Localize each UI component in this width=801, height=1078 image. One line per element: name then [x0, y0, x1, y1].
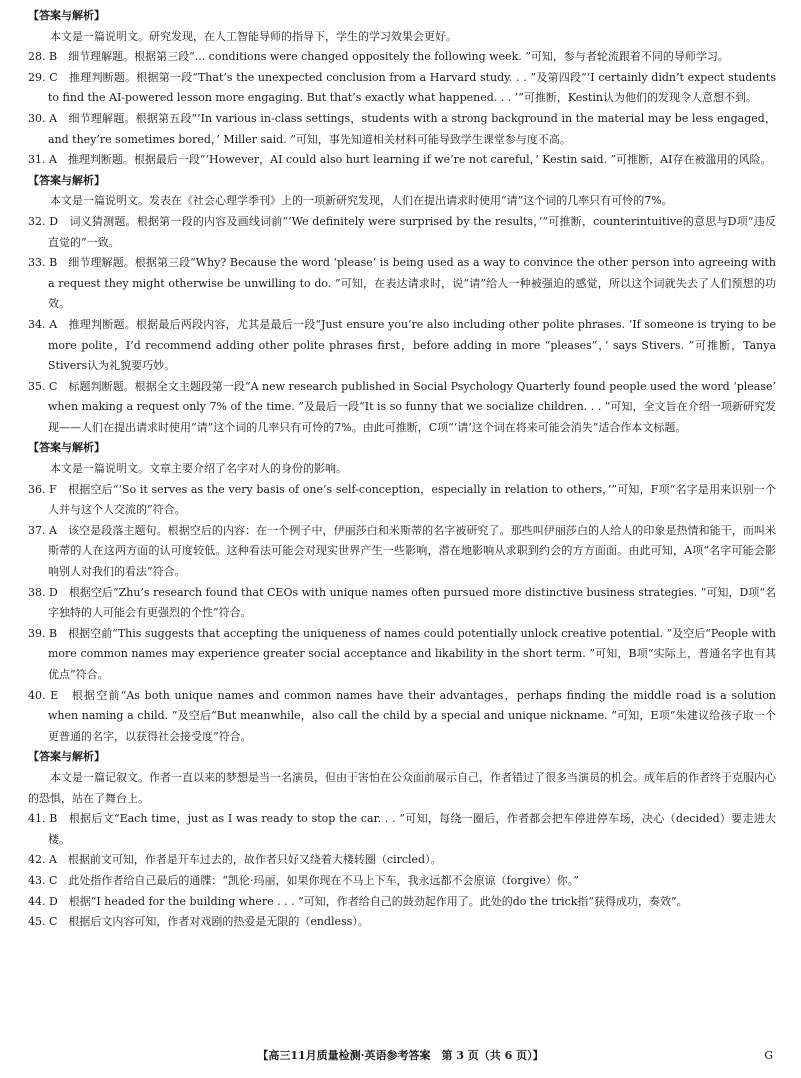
answer-explanation: 32. D 词义猜测题。根据第一段的内容及画线词前“‘We definitely were surprised by the results，’”可推断，counterintuitive的意思与D项“违反直觉的”一致。 [28, 214, 776, 249]
answer-explanation: 33. B 细节理解题。根据第三段“Why? Because the word ‘please’ is being used as a way to convince the other person into agreeing with a request they might otherwise be unwilling to do. ”可知，在表达请求时，说“请”给人一种被强迫的感觉，所以这个词就失去了人们预想的功效。 [28, 256, 776, 311]
answer-explanation: 39. B 根据空前“This suggests that accepting the uniqueness of names could potentially unlock creative potential. ”及空后“People with more common names may experience greater social acceptance and likability in the short term. ”可知，B项“实际上，普通名字也有其优点”符合。 [28, 626, 776, 681]
answer-explanation: 36. F 根据空后“‘So it serves as the very basis of one’s self-conception，especially in relation to others，’”可知，F项“名字是用来识别一个人并与这个人交流的”符合。 [28, 482, 776, 517]
answer-explanation: 34. A 推理判断题。根据最后两段内容，尤其是最后一段“Just ensure you’re also including other polite phrases. ‘If someone is trying to be more polite，I’d recommend adding other polite phrases first，before adding in more “pleases”，’ says Stivers. ”可推断，Tanya Stivers认为礼貌要巧妙。 [28, 317, 776, 373]
answer-explanation: 29. C 推理判断题。根据第一段“That’s the unexpected conclusion from a Harvard study. . . ”及第四段“‘I certainly didn’t expect students to find the AI-powered lesson more engaging. But that’s exactly what happened. . . ’”可推断，Kestin认为他们的发现令人意想不到。 [28, 70, 776, 105]
passage-summary: 本文是一篇说明文。研究发现，在人工智能导师的指导下，学生的学习效果会更好。 [50, 29, 457, 43]
answer-explanation: 31. A 推理判断题。根据最后一段“‘However，AI could also hurt learning if we’re not careful，’ Kestin said. ”可推断，AI存在被滥用的风险。 [28, 153, 772, 167]
answer-explanation: 38. D 根据空后“Zhu’s research found that CEOs with unique names often pursued more distinctive business strategies. ”可知，D项“名字独特的人可能会有更强烈的个性”符合。 [28, 585, 776, 620]
page-content [28, 6, 776, 933]
section-heading: 【答案与解析】 [28, 9, 105, 22]
answer-explanation: 42. A 根据前文可知，作者是开车过去的，故作者只好又绕着大楼转圈（circled）。 [28, 853, 442, 867]
passage-summary: 本文是一篇说明文。发表在《社会心理学季刊》上的一项新研究发现，人们在提出请求时使用“请”这个词的几率只有可怜的7%。 [50, 194, 673, 208]
answer-explanation: 28. B 细节理解题。根据第三段“... conditions were changed oppositely the following week. ”可知，参与者轮流跟着不同的导师学习。 [28, 50, 729, 64]
section-heading: 【答案与解析】 [28, 750, 105, 764]
answer-explanation: 44. D 根据“I headed for the building where . . . ”可知，作者给自己的鼓劲起作用了。此处的do the trick指“获得成功，奏效”。 [28, 894, 688, 908]
answer-explanation: 45. C 根据后文内容可知，作者对戏剧的热爱是无限的（endless）。 [28, 915, 369, 929]
section-heading: 【答案与解析】 [28, 173, 105, 187]
answer-explanation: 37. A 该空是段落主题句。根据空后的内容：在一个例子中，伊丽莎白和米斯蒂的名字被研究了。那些叫伊丽莎白的人给人的印象是热情和能干，而叫米斯蒂的人在这两方面的认可度较低。这种看法可能会对现实世界产生一些影响，潜在地影响从求职到约会的方方面面。由此可知，A项“名字可能会影响别人对我们的看法”符合。 [28, 523, 776, 579]
answer-explanation: 30. A 细节理解题。根据第五段“‘In various in-class settings，students with a strong background in the material may be less engaged，and they’re sometimes bored，’ Miller said. ”可知，事先知道相关材料可能导致学生课堂参与度不高。 [28, 111, 776, 146]
passage-summary: 本文是一篇记叙文。作者一直以来的梦想是当一名演员，但由于害怕在公众面前展示自己，作者错过了很多当演员的机会。成年后的作者终于克服内心的恐惧，站在了舞台上。 [28, 770, 776, 805]
answer-explanation: 41. B 根据后文“Each time，just as I was ready to stop the car. . . ”可知，每绕一圈后，作者都会把车停进停车场，决心（decided）要走进大楼。 [28, 812, 776, 846]
section-heading: 【答案与解析】 [28, 441, 105, 455]
answer-explanation: 43. C 此处指作者给自己最后的通牒：“凯伦·玛丽，如果你现在不马上下车，我永远都不会原谅（forgive）你。” [28, 873, 579, 887]
page-footer: 【高三11月质量检测·英语参考答案 第 3 页（共 6 页）】 [257, 1049, 544, 1062]
answer-explanation: 35. C 标题判断题。根据全文主题段第一段“A new research published in Social Psychology Quarterly found people used the word ‘please’ when making a request only 7% of the time. ”及最后一段“It is so funny that we socialize children. . . ”可知，全文旨在介绍一项新研究发现——人们在提出请求时使用“请”这个词的几率只有可怜的7%。由此可推断，C项“‘请’这个词在将来可能会消失”适合作本文标题。 [28, 379, 776, 434]
answer-explanation: 40. E 根据空前“As both unique names and common names have their advantages，perhaps finding the middle road is a solution when naming a child. ”及空后“But meanwhile，also call the child by a special and unique nickname. ”可知，E项“朱建议给孩子取一个更普通的名字，以获得社会接受度”符合。 [28, 688, 776, 743]
footer-code: G [764, 1049, 773, 1062]
passage-summary: 本文是一篇说明文。文章主要介绍了名字对人的身份的影响。 [50, 462, 347, 476]
